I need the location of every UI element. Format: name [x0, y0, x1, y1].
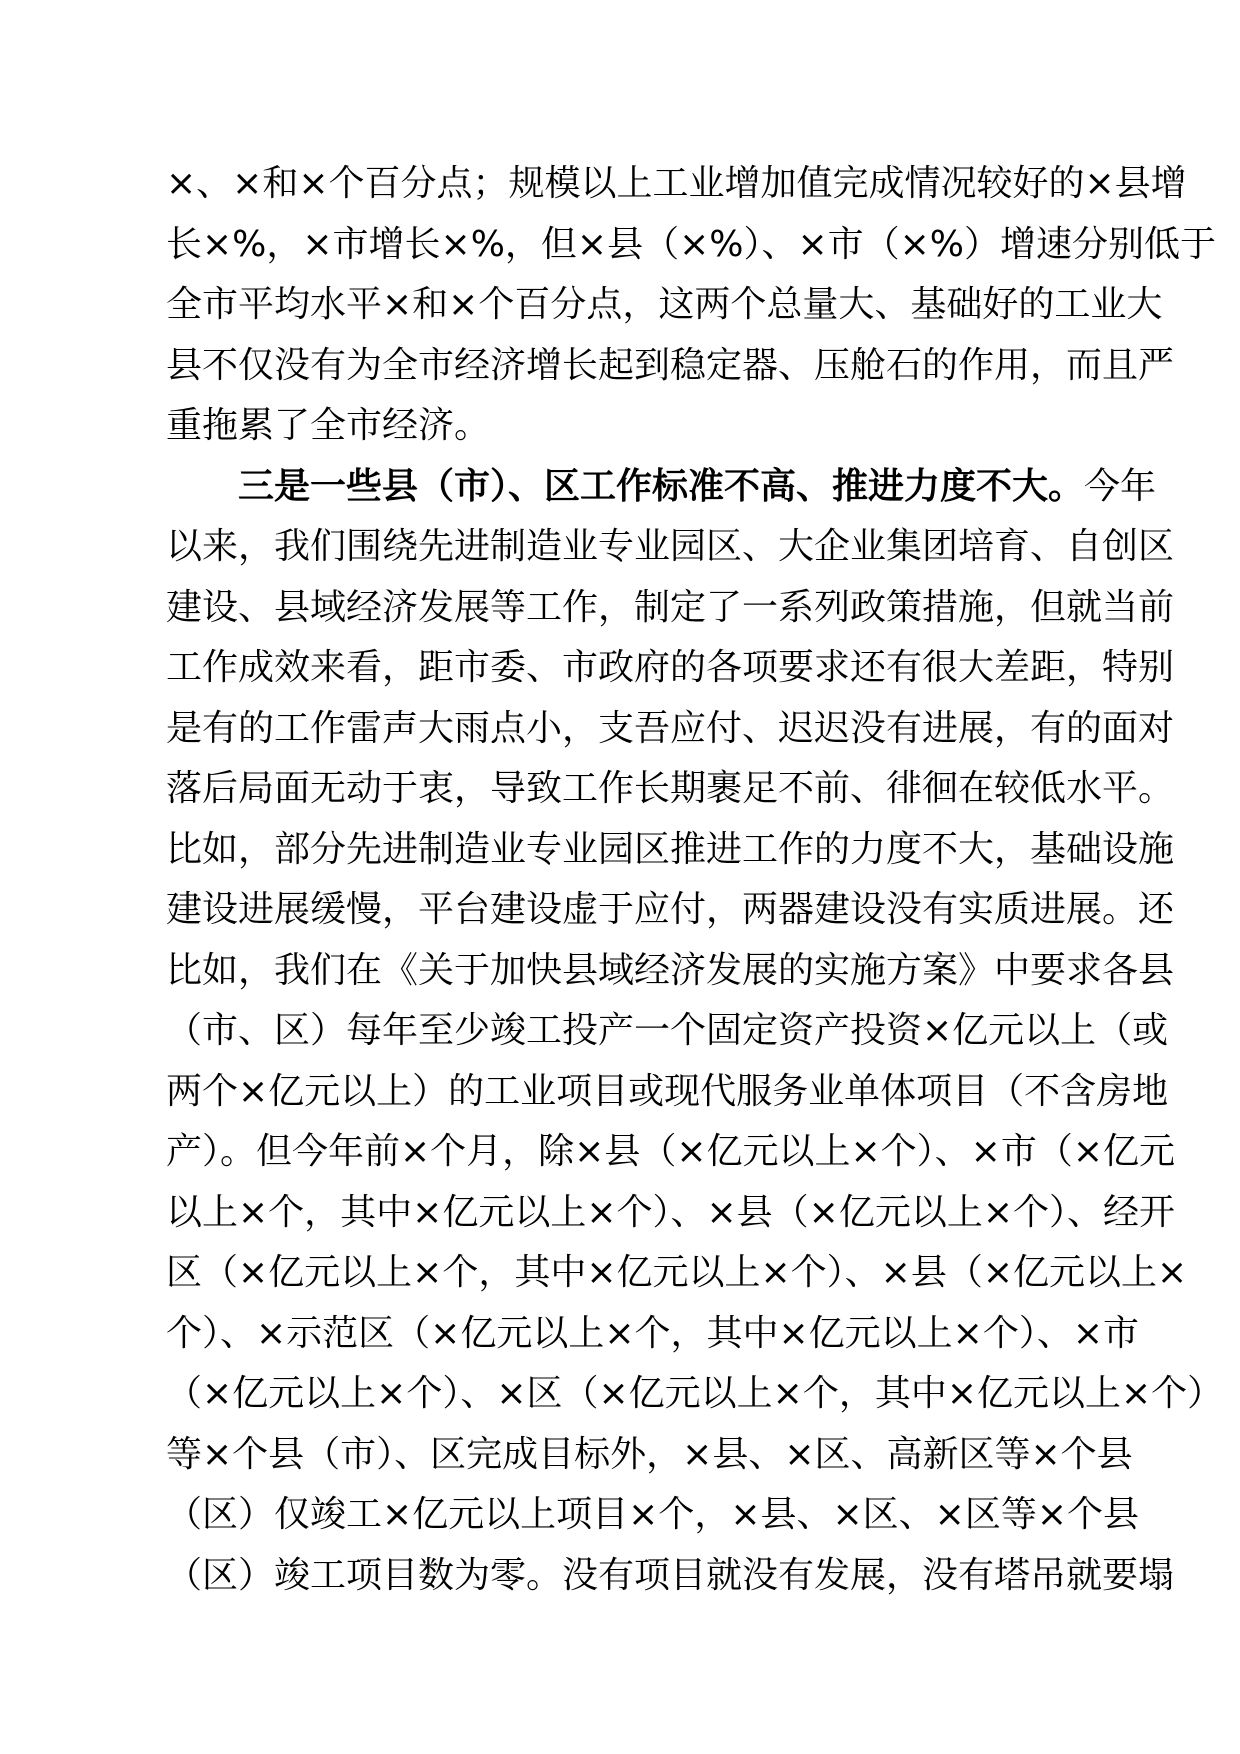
text-line: 是有的工作雷声大雨点小，支吾应付、迟迟没有进展，有的面对	[166, 707, 1175, 749]
text-line: 建设进展缓慢，平台建设虚于应付，两器建设没有实质进展。还	[166, 889, 1175, 930]
text-line: 比如，我们在《关于加快县域经济发展的实施方案》中要求各县	[166, 949, 1175, 991]
text-line: （市、区）每年至少竣工投产一个固定资产投资×亿元以上（或	[166, 1010, 1169, 1051]
section-heading: 三是一些县（市）、区工作标准不高、推进力度不大。	[238, 465, 1085, 507]
text-line: 长×%，×市增长×%，但×县（×%）、×市（×%）增速分别低于	[166, 223, 1216, 265]
text-line: 等×个县（市）、区完成目标外，×县、×区、高新区等×个县	[166, 1433, 1133, 1475]
text-line: 以来，我们围绕先进制造业专业园区、大企业集团培育、自创区	[166, 526, 1175, 567]
text-line: 个）、×示范区（×亿元以上×个，其中×亿元以上×个）、×市	[166, 1312, 1139, 1354]
text-line: （区）仅竣工×亿元以上项目×个，×县、×区、×区等×个县	[166, 1494, 1139, 1535]
text-line: 落后局面无动于衷，导致工作长期裹足不前、徘徊在较低水平。	[166, 768, 1175, 809]
text-line: （×亿元以上×个）、×区（×亿元以上×个，其中×亿元以上×个）	[166, 1373, 1224, 1414]
text-line: 区（×亿元以上×个，其中×亿元以上×个）、×县（×亿元以上×	[166, 1252, 1188, 1293]
section-heading-line	[166, 457, 1157, 518]
text-line: ×、×和×个百分点；规模以上工业增加值完成情况较好的×县增	[166, 163, 1187, 204]
body-text	[166, 154, 1224, 1606]
section-heading-tail: 今年	[1084, 465, 1157, 507]
text-line: 全市平均水平×和×个百分点，这两个总量大、基础好的工业大	[166, 284, 1163, 325]
text-line: 工作成效来看，距市委、市政府的各项要求还有很大差距，特别	[166, 647, 1175, 688]
text-line: 两个×亿元以上）的工业项目或现代服务业单体项目（不含房地	[166, 1070, 1169, 1112]
text-line: 建设、县域经济发展等工作，制定了一系列政策措施，但就当前	[166, 586, 1175, 628]
text-line: （区）竣工项目数为零。没有项目就没有发展，没有塔吊就要塌	[166, 1554, 1175, 1596]
text-line: 县不仅没有为全市经济增长起到稳定器、压舱石的作用，而且严	[166, 344, 1175, 386]
text-line: 重拖累了全市经济。	[166, 405, 491, 446]
text-line: 比如，部分先进制造业专业园区推进工作的力度不大，基础设施	[166, 828, 1175, 870]
text-line: 产）。但今年前×个月，除×县（×亿元以上×个）、×市（×亿元	[166, 1131, 1175, 1172]
text-line: 以上×个，其中×亿元以上×个）、×县（×亿元以上×个）、经开	[166, 1191, 1175, 1233]
